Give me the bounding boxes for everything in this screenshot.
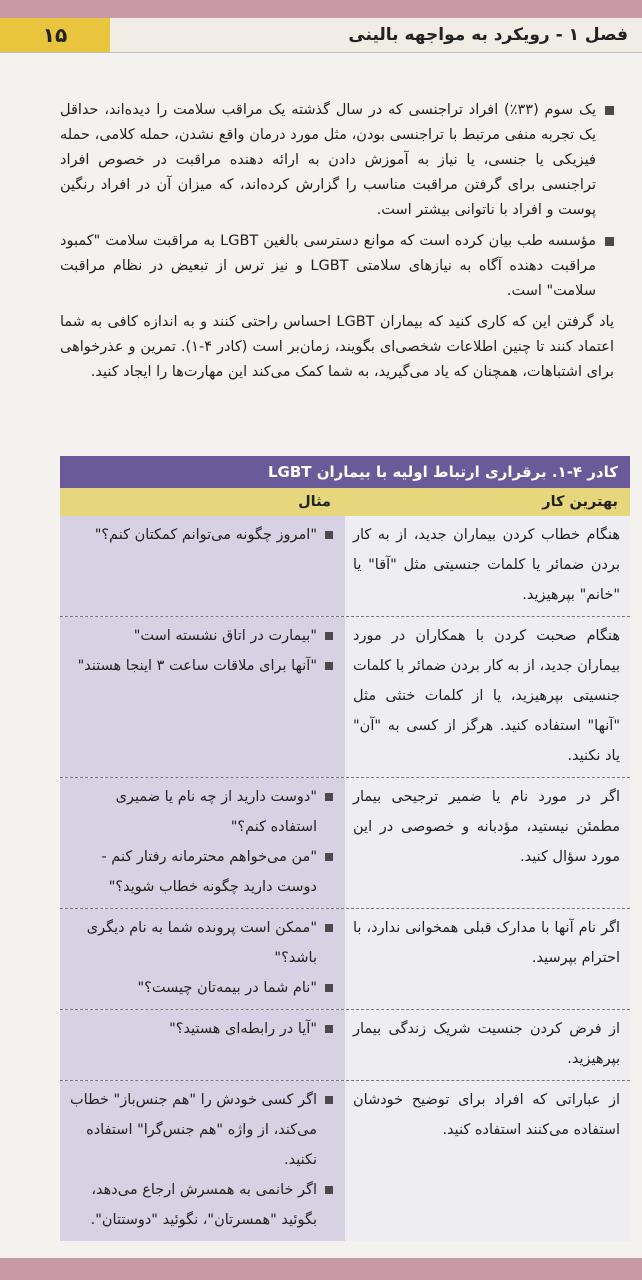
example-text: "نام شما در بیمه‌تان چیست؟" xyxy=(137,980,317,996)
examples-cell xyxy=(60,516,345,616)
square-bullet-icon xyxy=(325,924,333,932)
example-text: اگر خانمی به همسرش ارجاع می‌دهد، بگوئید "همسرتان"، نگوئید "دوستتان". xyxy=(90,1182,317,1228)
table-row xyxy=(60,516,630,617)
square-bullet-icon xyxy=(325,1096,333,1104)
body-text xyxy=(60,98,614,385)
square-bullet-icon xyxy=(605,106,614,115)
examples-cell xyxy=(60,617,345,777)
practice-cell: از عباراتی که افراد برای توضیح خودشان استفاده می‌کنند استفاده کنید. xyxy=(345,1081,630,1241)
square-bullet-icon xyxy=(325,1186,333,1194)
square-bullet-icon xyxy=(325,984,333,992)
example-item xyxy=(66,973,333,1003)
paragraph: یاد گرفتن این که کاری کنید که بیماران LGBT احساس راحتی کنند و به اندازه کافی به شما اعتماد کنند تا چنین اطلاعات شخصی‌ای بگویند، زمان‌بر است (کادر ۴-۱). تمرین و عذرخواهی برای اشتباهات، همچنان که یاد می‌گیرید، به شما کمک می‌کند این مهارت‌ها را ایجاد کنید. xyxy=(60,314,614,380)
square-bullet-icon xyxy=(605,237,614,246)
practice-cell: اگر نام آنها با مدارک قبلی همخوانی ندارد، با احترام بپرسید. xyxy=(345,909,630,1009)
practice-cell: هنگام صحبت کردن با همکاران در مورد بیماران جدید، از به کار بردن ضمائر با کلمات جنسیتی بپرهیزید، یا از کلمات خنثی مثل "آنها" استفاده کنید. هرگز از کسی به "آن" یاد نکنید. xyxy=(345,617,630,777)
column-header xyxy=(60,488,630,516)
table-row xyxy=(60,1010,630,1081)
examples-cell xyxy=(60,909,345,1009)
bullet-item xyxy=(60,229,614,304)
example-item xyxy=(66,913,333,973)
example-item xyxy=(66,520,333,550)
square-bullet-icon xyxy=(325,793,333,801)
table-row xyxy=(60,909,630,1010)
example-column-header: مثال xyxy=(298,494,331,510)
bullet-text: یک سوم (۳۳٪) افراد تراجنسی که در سال گذشته یک مراقب سلامت را دیده‌اند، حداقل یک تجربه منفی مرتبط با تراجنسی بودن، مثل مورد درمان واقع نشدن، حمله کلامی، حمله فیزیکی یا جنسی، یا نیاز به آموزش دادن به ارائه دهنده مراقبت در خصوص افراد تراجنسی برای گرفتن مراقبت مناسب را گزارش کرده‌اند، که میزان آن در افراد رنگین پوست و افراد با ناتوانی بیشتر است. xyxy=(60,102,596,218)
examples-cell xyxy=(60,778,345,908)
practice-cell: از فرض کردن جنسیت شریک زندگی بیمار بپرهیزید. xyxy=(345,1010,630,1080)
example-item xyxy=(66,651,333,681)
example-text: اگر کسی خودش را "هم جنس‌باز" خطاب می‌کند، از واژه "هم جنس‌گرا" استفاده نکنید. xyxy=(70,1092,317,1168)
square-bullet-icon xyxy=(325,853,333,861)
page-header xyxy=(0,18,642,53)
example-item xyxy=(66,782,333,842)
table-row xyxy=(60,778,630,909)
practice-cell: هنگام خطاب کردن بیماران جدید، از به کار بردن ضمائر یا کلمات جنسیتی مثل "آقا" یا "خانم" بپرهیزید. xyxy=(345,516,630,616)
example-text: "آیا در رابطه‌ای هستید؟" xyxy=(169,1021,317,1037)
square-bullet-icon xyxy=(325,1025,333,1033)
example-item xyxy=(66,842,333,902)
page-number: ۱۵ xyxy=(0,18,110,52)
example-text: "امروز چگونه می‌توانم کمکتان کنم؟" xyxy=(94,527,317,543)
example-item xyxy=(66,1014,333,1044)
table-row xyxy=(60,617,630,778)
bullet-item xyxy=(60,98,614,223)
info-box xyxy=(60,456,630,1241)
table-row xyxy=(60,1081,630,1241)
practice-column-header: بهترین کار xyxy=(542,494,618,510)
square-bullet-icon xyxy=(325,662,333,670)
example-item xyxy=(66,1175,333,1235)
bullet-text: مؤسسه طب بیان کرده است که موانع دسترسی بالغین LGBT به مراقبت سلامت "کمبود مراقبت دهنده آگاه به نیازهای سلامتی LGBT و نیز ترس از تبعیض در نظام مراقبت سلامت" است. xyxy=(60,233,596,299)
example-text: "من می‌خواهم محترمانه رفتار کنم - دوست دارید چگونه خطاب شوید؟" xyxy=(101,849,317,895)
example-text: "دوست دارید از چه نام یا ضمیری استفاده کنم؟" xyxy=(115,789,317,835)
example-text: "بیمارت در اتاق نشسته است" xyxy=(133,628,317,644)
example-item xyxy=(66,621,333,651)
examples-cell xyxy=(60,1081,345,1241)
example-text: "ممکن است پرونده شما به نام دیگری باشد؟" xyxy=(86,920,317,966)
square-bullet-icon xyxy=(325,632,333,640)
example-text: "آنها برای ملاقات ساعت ۳ اینجا هستند" xyxy=(77,658,317,674)
square-bullet-icon xyxy=(325,531,333,539)
chapter-title: فصل ۱ - رویکرد به مواجهه بالینی xyxy=(348,25,628,45)
box-title: کادر ۴-۱. برقراری ارتباط اولیه با بیماران LGBT xyxy=(60,456,630,488)
examples-cell xyxy=(60,1010,345,1080)
example-item xyxy=(66,1085,333,1175)
practice-cell: اگر در مورد نام یا ضمیر ترجیحی بیمار مطمئن نیستید، مؤدبانه و خصوصی در این مورد سؤال کنید. xyxy=(345,778,630,908)
